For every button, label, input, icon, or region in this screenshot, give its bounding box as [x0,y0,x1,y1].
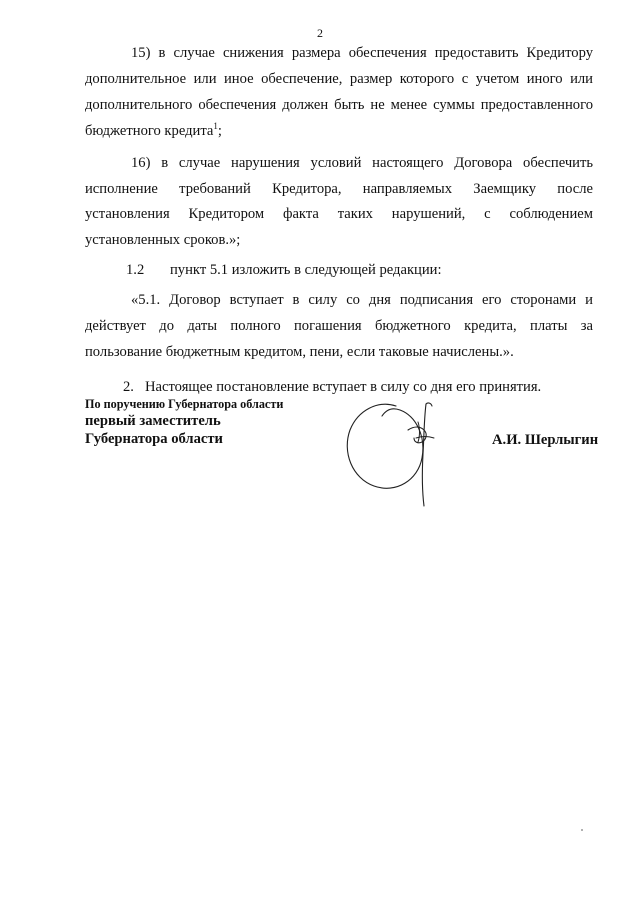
document-body [85,41,593,401]
signature-line-2: первый заместитель [85,413,221,429]
paragraph-15 [85,41,593,145]
signer-name: А.И. Шерлыгин [492,432,599,448]
signature-line-1: По поручению Губернатора области [85,397,284,411]
signature-block [85,397,283,448]
paragraph-16: 16) в случае нарушения условий настоящего Договора обеспечить исполнение требований Кредитора, направляемых Заемщику после установления Кредитором факта таких нарушений, с соблюдением установленных сроков.»; [85,154,593,249]
item-1-2-text: пункт 5.1 изложить в следующей редакции: [170,262,442,279]
handwritten-signature [338,392,448,512]
signature-line-3: Губернатора области [85,431,223,447]
paragraph-15-text: 15) в случае снижения размера обеспечения предоставить Кредитору дополнительное или иное обеспечение, размер которого с учетом иного или дополнительного обеспечения должен быть не менее суммы предоставленного бюджетного кредита [85,45,593,139]
scan-artifact [581,829,583,831]
paragraph-5-1: «5.1. Договор вступает в силу со дня подписания его сторонами и действует до даты полного погашения бюджетного кредита, платы за пользование бюджетным кредитом, пени, если таковые начислены.». [85,292,593,360]
item-2-text: Настоящее постановление вступает в силу со дня его принятия. [145,378,542,395]
page-number: 2 [317,26,323,40]
paragraph-15-end: ; [217,122,222,139]
item-1-2-number: 1.2 [126,262,145,279]
item-1-2 [85,258,593,284]
item-2-number: 2. [123,378,134,395]
footnote-marker: 1 [213,120,218,131]
